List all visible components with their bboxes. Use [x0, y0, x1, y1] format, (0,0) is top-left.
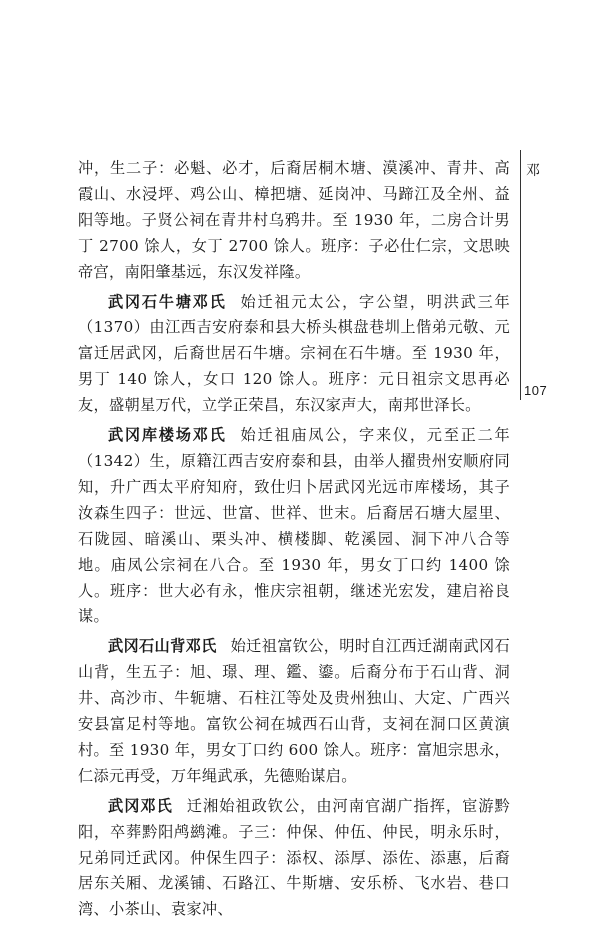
margin-rule [520, 150, 521, 400]
paragraph-text: 迁湘始祖政钦公，由河南官湖广指挥，宦游黔阳，卒葬黔阳鸬鹚滩。子三：仲保、仲伍、仲民，明永乐时，兄弟同迁武冈。仲保生四子：添权、添厚、添佐、添惠，后裔居东关厢、龙溪铺、石路江、牛斯塘、安乐桥、飞水岩、巷口湾、小茶山、袁家冲、 [78, 796, 511, 919]
section-heading: 武冈库楼场邓氏 [108, 426, 227, 445]
section-heading: 武冈石山背邓氏 [108, 637, 217, 656]
body-text [78, 156, 510, 927]
paragraph-text: 始迁祖元太公，字公望，明洪武三年（1370）由江西吉安府泰和县大桥头棋盘巷圳上偕弟元敬、元富迁居武冈，后裔世居石牛塘。宗祠在石牛塘。至 1930 年，男丁 140 馀人，女口 120 馀人。班序：元日祖宗文思再必友，盛朝星万代，立学正荣昌，东汉家声大，南邦世泽长。 [78, 292, 510, 415]
paragraph-shishanbei [78, 634, 510, 789]
running-head-surname: 邓 [526, 163, 540, 179]
paragraph-wugang [78, 794, 510, 924]
paragraph-text: 冲，生二子：必魁、必才，后裔居桐木塘、漠溪冲、青井、高霞山、水浸坪、鸡公山、樟把塘、延岗冲、马蹄江及全州、益阳等地。子贤公祠在青井村乌鸦井。至 1930 年，二房合计男丁 2700 馀人，女丁 2700 馀人。班序：子必仕仁宗，文思映帝宫，南阳肇基远，东汉发祥隆。 [78, 159, 510, 281]
paragraph-shiniutang [78, 290, 510, 420]
paragraph-continued [78, 156, 510, 286]
paragraph-kulouchang [78, 423, 510, 630]
paragraph-text: 始迁祖富钦公，明时自江西迁湖南武冈石山背，生五子：旭、璟、理、鑑、鎏。后裔分布于石山背、洞井、高沙市、牛轭塘、石柱江等处及贵州独山、大定、广西兴安县富足村等地。富钦公祠在城西石山背，支祠在洞口区黄演村。至 1930 年，男女丁口约 600 馀人。班序：富旭宗思永，仁添元再受，万年绳武承，先德贻谋启。 [78, 637, 510, 785]
section-heading: 武冈石牛塘邓氏 [108, 292, 227, 311]
paragraph-text: 始迁祖庙凤公，字来仪，元至正二年（1342）生，原籍江西吉安府泰和县，由举人擢贵州安顺府同知，升广西太平府知府，致仕归卜居武冈光远市库楼场，其子汝森生四子：世远、世富、世祥、世末。后裔居石塘大屋里、石陇园、暗溪山、栗头冲、横楼脚、乾溪园、洞下冲八合等地。庙凤公宗祠在八合。至 1930 年，男女丁口约 1400 馀人。班序：世大必有永，惟庆宗祖朝，继述光宏发，建启裕良谋。 [78, 426, 510, 626]
section-heading: 武冈邓氏 [108, 796, 173, 815]
page-number: 107 [524, 383, 548, 398]
